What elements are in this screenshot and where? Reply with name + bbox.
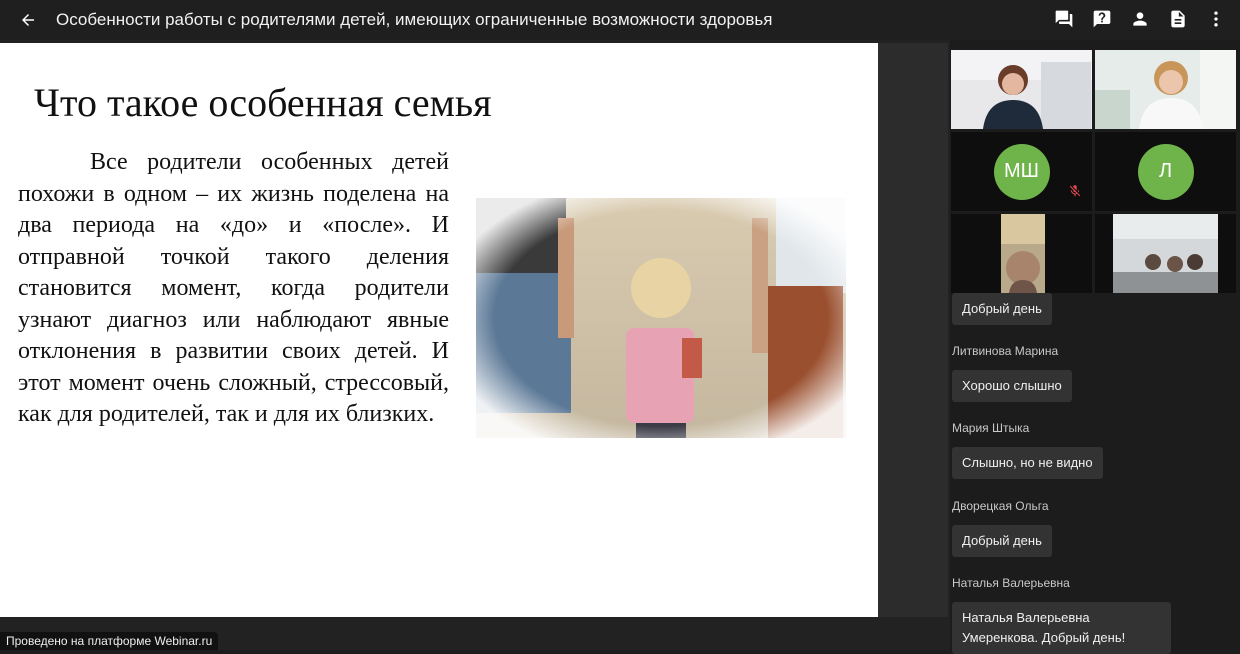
chat-message: Хорошо слышно xyxy=(952,370,1072,402)
chat-message: Наталья Валерьевна Умеренкова. Добрый день! xyxy=(952,602,1171,654)
more-vertical-icon[interactable] xyxy=(1206,8,1226,30)
family-photo xyxy=(476,198,846,438)
avatar: Л xyxy=(1138,144,1194,200)
chat-author: Мария Штыка xyxy=(952,421,1030,435)
mic-off-icon xyxy=(1068,184,1082,203)
chat-author: Дворецкая Ольга xyxy=(952,499,1049,513)
slide-body-text: Все родители особенных детей похожи в одном – их жизнь поделена на два периода на «до» и «после». И отправной точкой такого деления становится момент, когда родители узнают диагноз или наблюдают явные отклонения в развитии своих детей. И этот момент очень сложный, стрессовый, как для родителей, так и для их близких. xyxy=(18,149,449,427)
chat-message: Добрый день xyxy=(952,293,1052,325)
participant-avatar-tile[interactable] xyxy=(951,132,1092,211)
question-icon[interactable] xyxy=(1092,8,1112,30)
presentation-slide xyxy=(0,43,878,617)
top-bar xyxy=(0,0,1240,40)
chat-author: Литвинова Марина xyxy=(952,344,1059,358)
chat-message: Добрый день xyxy=(952,525,1052,557)
participant-video-tile[interactable] xyxy=(951,50,1092,129)
slide-title: Что такое особенная семья xyxy=(34,80,492,125)
participant-video-tile[interactable] xyxy=(951,214,1092,293)
chat-icon[interactable] xyxy=(1054,8,1074,30)
arrow-left-icon xyxy=(19,11,37,29)
participant-video-tile[interactable] xyxy=(1095,214,1236,293)
chat-message: Слышно, но не видно xyxy=(952,447,1103,479)
participant-video-tile[interactable] xyxy=(1095,50,1236,129)
avatar: МШ xyxy=(994,144,1050,200)
back-button[interactable] xyxy=(0,0,56,40)
participants-grid xyxy=(951,50,1239,293)
person-icon[interactable] xyxy=(1130,8,1150,30)
chat-author: Наталья Валерьевна xyxy=(952,576,1070,590)
platform-watermark: Проведено на платформе Webinar.ru xyxy=(0,632,218,650)
webinar-title: Особенности работы с родителями детей, имеющих ограниченные возможности здоровья xyxy=(56,10,773,29)
document-icon[interactable] xyxy=(1168,8,1188,30)
participant-avatar-tile[interactable] xyxy=(1095,132,1236,211)
